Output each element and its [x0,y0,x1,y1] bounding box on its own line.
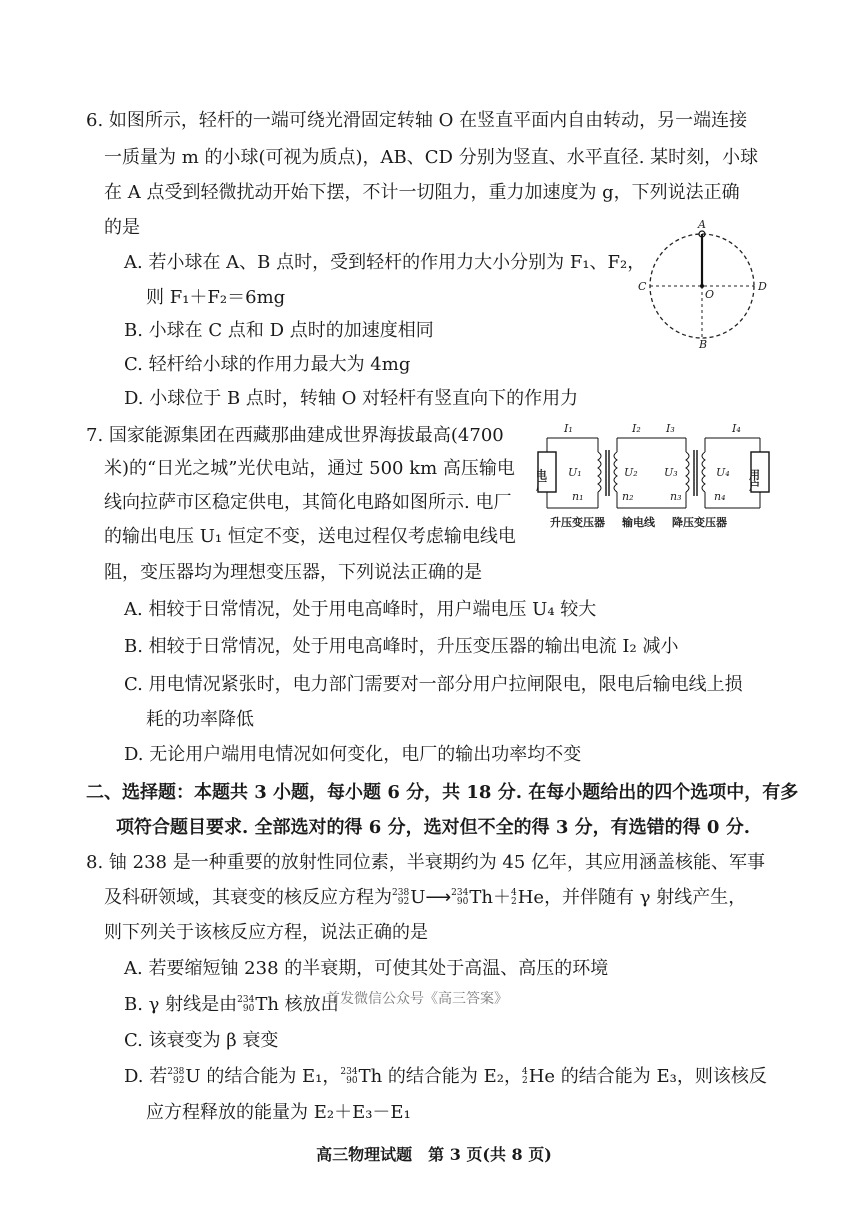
q8-option-d-helium-text: He 的结合能为 E₃，则该核反 [528,1066,767,1087]
q6-stem-line-2: 一质量为 m 的小球(可视为质点)，AB、CD 分别为竖直、水平直径. 某时刻，小球 [104,147,759,168]
helium-atomic-number: 2 [510,897,517,907]
voltage-u4-label: U₄ [716,466,730,479]
uranium-mass-number: 238 [392,888,410,898]
current-i3-label: I₃ [666,422,675,435]
turns-n3-label: n₃ [670,490,682,503]
q7-option-c-line-2: 耗的功率降低 [146,709,254,730]
thorium-nuclide-numbers [451,889,468,907]
q8-stem-line-1: 8. 铀 238 是一种重要的放射性同位素，半衰期约为 45 亿年，其应用涵盖核能、军事 [86,852,766,873]
section-2-instructions-line-2: 项符合题目要求. 全部选对的得 6 分，选对但不全的得 3 分，有选错的得 0 分. [116,817,750,838]
user-label: 用户 [747,469,761,491]
q8-option-b [124,992,339,1018]
q7-stem-line-1: 7. 国家能源集团在西藏那曲建成世界海拔最高(4700 [86,425,504,446]
q6-option-a-line-1: A. 若小球在 A、B 点时，受到轻杆的作用力大小分别为 F₁、F₂， [124,252,646,273]
q6-option-b: B. 小球在 C 点和 D 点时的加速度相同 [124,320,434,341]
label-d: D [758,280,767,293]
q8-option-b-prefix: B. γ 射线是由 [124,994,238,1015]
voltage-u2-label: U₂ [624,466,638,479]
q7-option-b: B. 相较于日常情况，处于用电高峰时，升压变压器的输出电流 I₂ 减小 [124,636,679,657]
q8-option-d-line-2: 应方程释放的能量为 E₂＋E₃－E₁ [146,1102,411,1123]
helium-mass-number: 4 [510,888,517,898]
label-b: B [699,338,708,351]
helium-nuclide-numbers [511,889,517,907]
q6-stem-line-1: 6. 如图所示，轻杆的一端可绕光滑固定转轴 O 在竖直平面内自由转动，另一端连接 [86,110,748,131]
voltage-u3-label: U₃ [664,466,678,479]
q8-option-d-thorium-z: 90 [346,1076,358,1086]
caption-step-up: 升压变压器 [550,516,605,529]
reaction-arrow: ⟶ [425,887,452,908]
q8-equation-outro: ，并伴随有 γ 射线产生， [544,887,747,908]
q8-stem-line-3: 则下列关于该核反应方程，说法正确的是 [104,922,428,943]
section-2-instructions-line-1: 二、选择题：本题共 3 小题，每小题 6 分，共 18 分. 在每小题给出的四个选项中，有多 [86,782,799,803]
q6-option-d: D. 小球位于 B 点时，转轴 O 对轻杆有竖直向下的作用力 [124,388,579,409]
watermark: 首发微信公众号《高三答案》 [326,991,508,1007]
q7-option-d: D. 无论用户端用电情况如何变化，电厂的输出功率均不变 [124,744,582,765]
voltage-u1-label: U₁ [568,466,582,479]
q8-option-a: A. 若要缩短铀 238 的半衰期，可使其处于高温、高压的环境 [124,958,609,979]
q8-option-d-line-1 [124,1064,767,1090]
thorium-atomic-number: 90 [456,897,469,907]
q7-stem-line-2: 米)的“日光之城”光伏电站，通过 500 km 高压输电 [104,458,515,479]
q8-equation-intro: 及科研领域，其衰变的核反应方程为 [104,887,392,908]
turns-n4-label: n₄ [714,490,726,503]
q8-option-d-uranium-mass: 238 [167,1067,185,1077]
q8-option-b-thorium-mass: 234 [237,995,255,1005]
turns-n2-label: n₂ [622,490,634,503]
transmission-circuit-diagram [536,418,776,532]
q8-option-d-thorium-text: Th 的结合能为 E₂， [358,1066,522,1087]
q8-option-c: C. 该衰变为 β 衰变 [124,1030,279,1051]
q8-option-d-thorium-mass: 234 [340,1067,358,1077]
thorium-mass-number: 234 [451,888,469,898]
q8-option-d-uranium-text: U 的结合能为 E₁， [185,1066,341,1087]
q7-stem-line-4: 的输出电压 U₁ 恒定不变，送电过程仅考虑输电线电 [104,526,516,547]
helium-symbol: He [517,887,545,908]
circle-diagram [632,218,772,354]
q8-option-b-suffix: Th 核放出 [255,994,339,1015]
step-down-secondary-coil [702,452,705,492]
current-i4-label: I₄ [732,422,741,435]
q7-option-c-line-1: C. 用电情况紧张时，电力部门需要对一部分用户拉闸限电，限电后输电线上损 [124,674,743,695]
q8-option-d-thorium-numbers [340,1068,357,1086]
uranium-nuclide-numbers [392,889,409,907]
label-a: A [698,218,706,231]
label-c: C [638,280,647,293]
q7-option-a: A. 相较于日常情况，处于用电高峰时，用户端电压 U₄ 较大 [124,599,597,620]
uranium-symbol: U [410,887,426,908]
label-o: O [705,288,715,301]
q7-stem-line-5: 阻，变压器均为理想变压器，下列说法正确的是 [104,562,482,583]
q8-option-d-prefix: D. 若 [124,1066,168,1087]
q8-option-b-thorium-numbers [237,996,254,1014]
power-plant-label: 电厂 [534,469,548,491]
q8-option-d-helium-z: 2 [521,1076,528,1086]
q6-option-a-line-2: 则 F₁＋F₂＝6mg [146,287,286,308]
page-footer: 高三物理试题 第 3 页(共 8 页) [316,1145,552,1164]
q8-stem-line-2 [104,885,746,911]
q7-stem-line-3: 线向拉萨市区稳定供电，其简化电路如图所示. 电厂 [104,492,512,513]
step-up-primary-coil [598,452,601,492]
uranium-atomic-number: 92 [397,897,410,907]
q8-option-b-thorium-z: 90 [242,1004,255,1014]
q8-option-d-helium-numbers [522,1068,528,1086]
turns-n1-label: n₁ [572,490,584,503]
q8-option-d-helium-mass: 4 [521,1067,528,1077]
q6-option-c: C. 轻杆给小球的作用力最大为 4mg [124,354,411,375]
current-i2-label: I₂ [632,422,641,435]
step-up-secondary-coil [614,452,617,492]
q8-option-d-uranium-z: 92 [172,1076,185,1086]
q8-option-d-uranium-numbers [167,1068,184,1086]
caption-line: 输电线 [622,516,655,529]
caption-step-down: 降压变压器 [672,516,727,529]
pivot-o [700,284,704,288]
q6-stem-line-4: 的是 [104,217,140,238]
current-i1-label: I₁ [564,422,573,435]
thorium-symbol: Th＋ [469,887,511,908]
step-down-primary-coil [686,452,689,492]
q6-stem-line-3: 在 A 点受到轻微扰动开始下摆，不计一切阻力，重力加速度为 g，下列说法正确 [104,182,740,203]
